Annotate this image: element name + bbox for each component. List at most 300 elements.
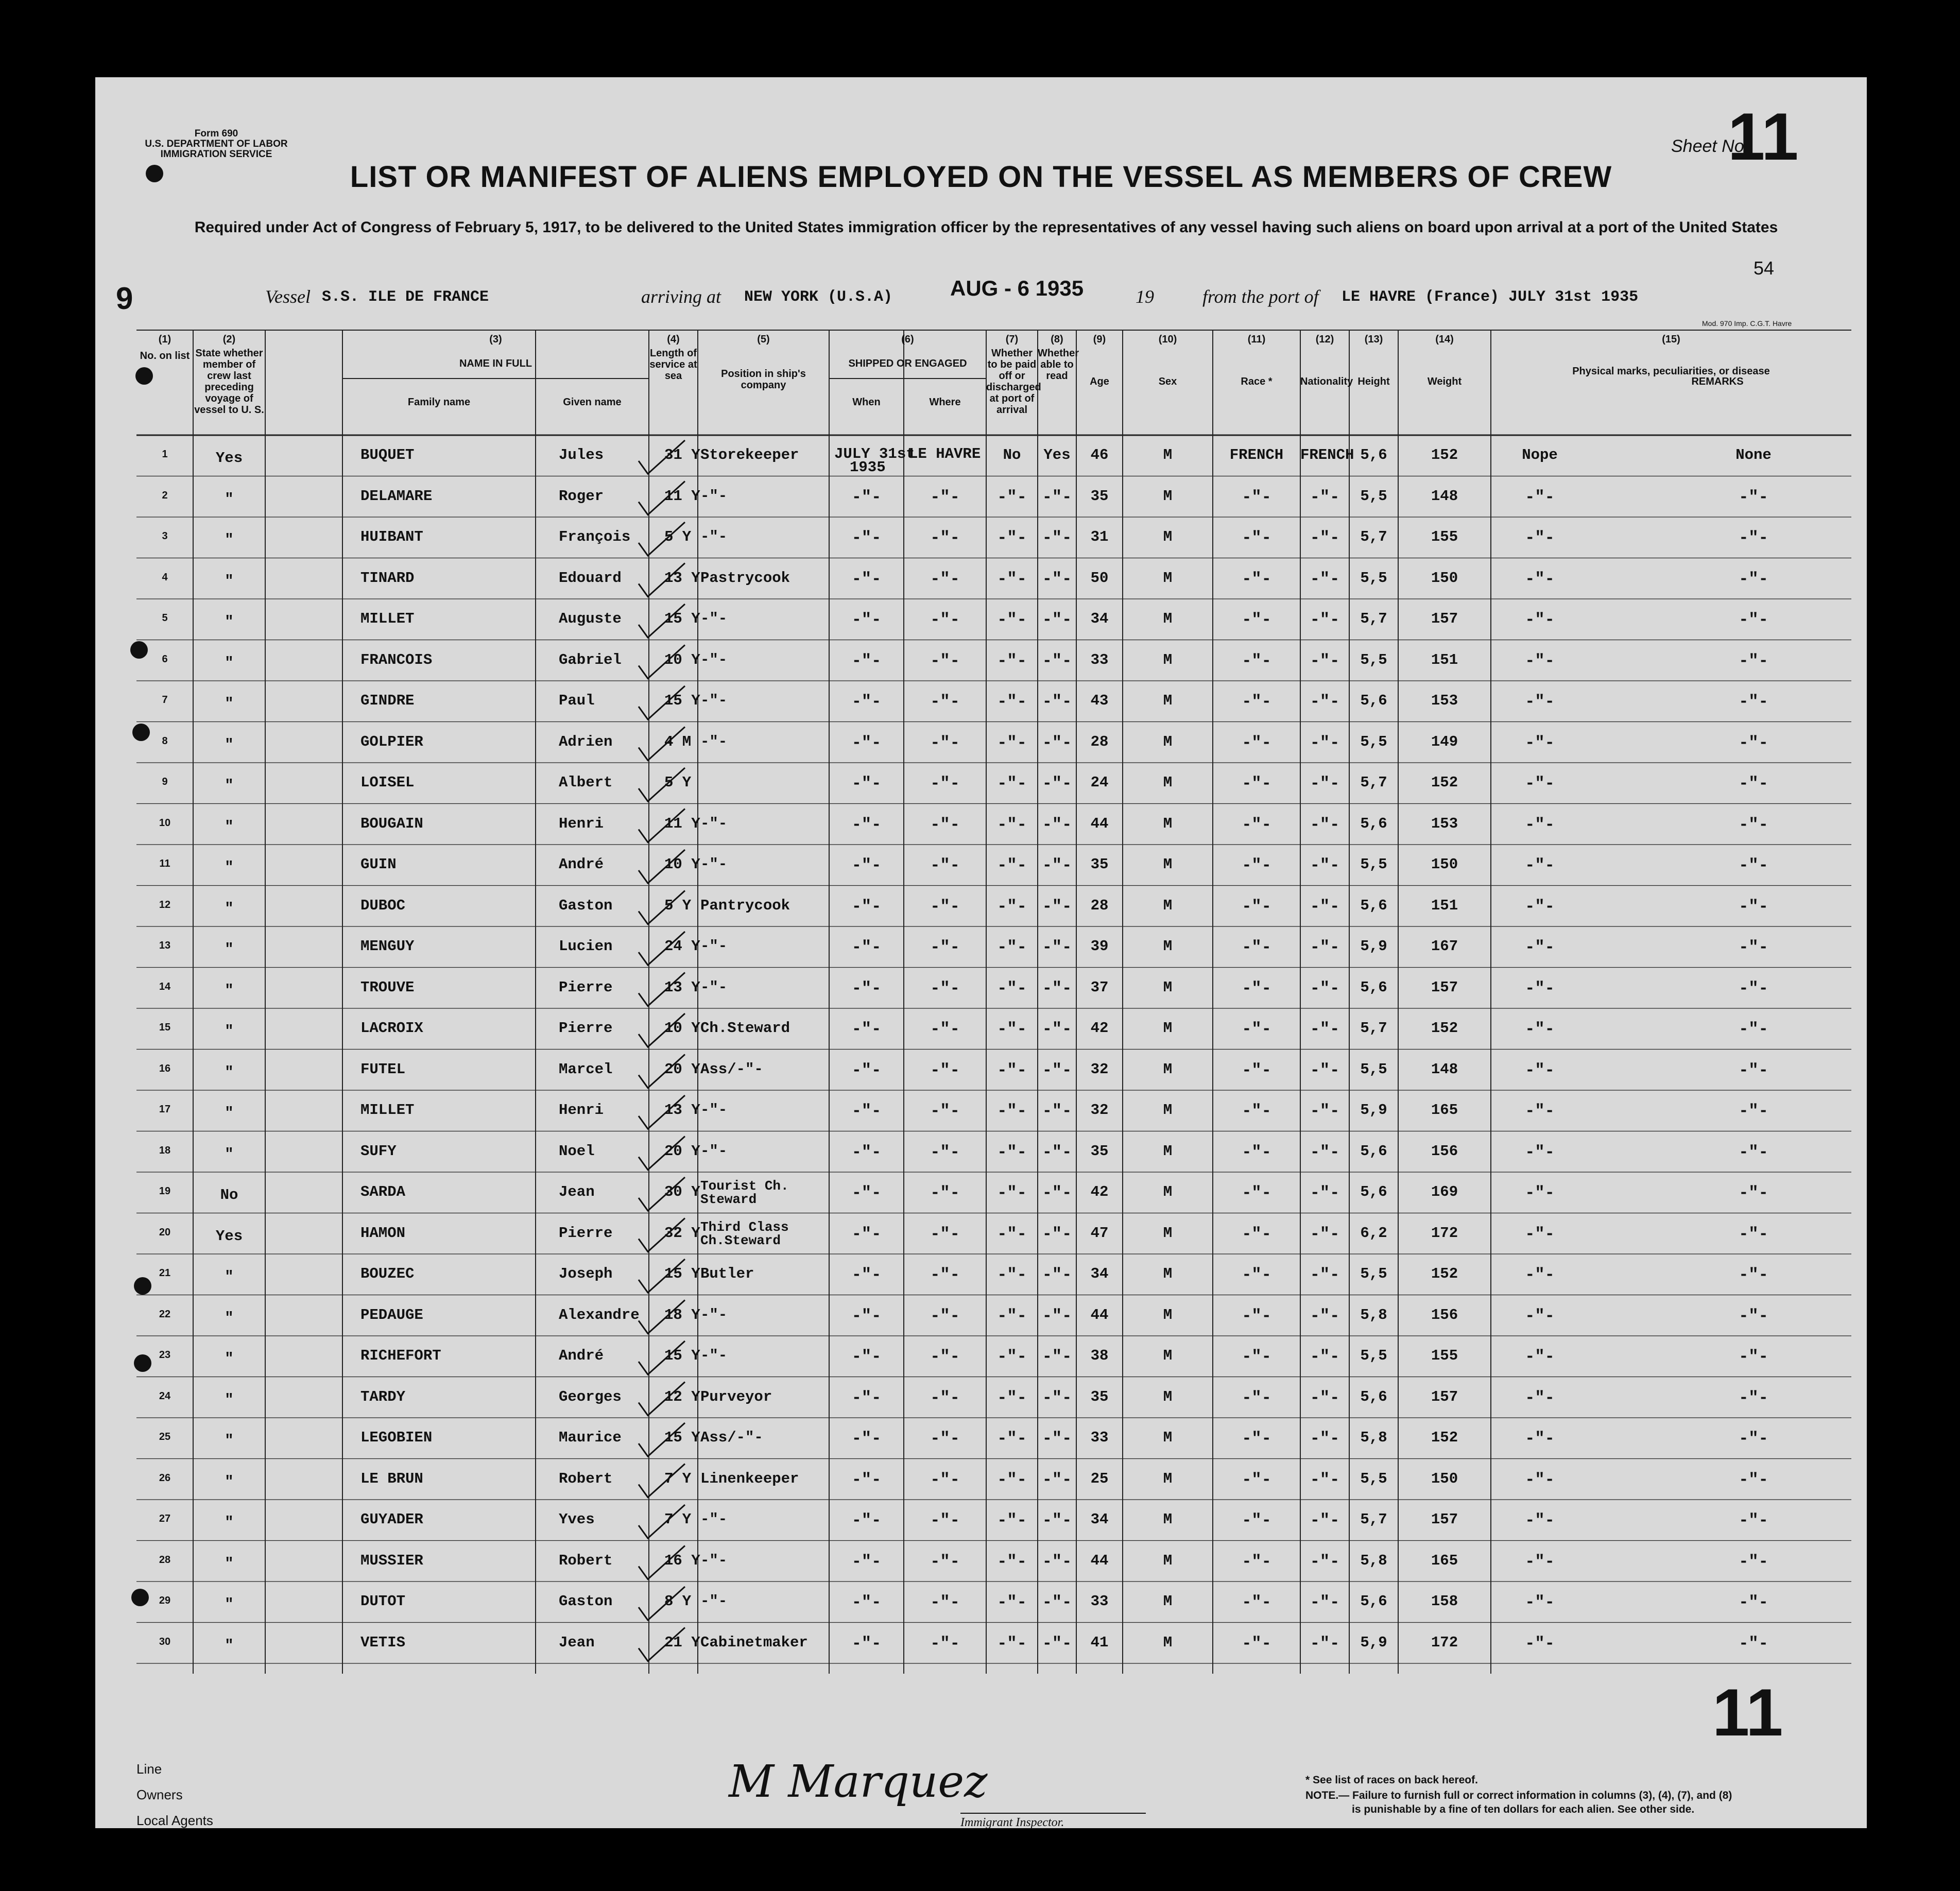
physical-marks-ditto: -"- xyxy=(1525,487,1555,507)
physical-marks-ditto: -"- xyxy=(1525,978,1555,998)
able-to-read-ditto: -"- xyxy=(1042,978,1072,998)
able-to-read-ditto: -"- xyxy=(1042,1470,1072,1489)
col-number-12: (12) xyxy=(1315,334,1334,345)
age: 41 xyxy=(1090,1634,1109,1651)
shipped-when-ditto: -"- xyxy=(851,978,882,998)
physical-marks-ditto: -"- xyxy=(1525,1593,1555,1612)
year-label: 19 xyxy=(1136,286,1154,307)
family-name: GINDRE xyxy=(360,692,415,709)
sex: M xyxy=(1163,856,1173,873)
weight: 153 xyxy=(1431,815,1458,832)
weight: 152 xyxy=(1431,1265,1458,1282)
paid-off-ditto: -"- xyxy=(997,487,1027,507)
shipped-when-ditto: -"- xyxy=(851,1265,882,1284)
paid-off-ditto: -"- xyxy=(997,1020,1027,1039)
family-name: LEGOBIEN xyxy=(360,1429,433,1446)
nationality-ditto: -"- xyxy=(1310,651,1340,671)
remarks-ditto: -"- xyxy=(1739,774,1768,793)
shipped-when-ditto: -"- xyxy=(851,938,882,957)
department-label: U.S. DEPARTMENT OF LABOR xyxy=(145,139,288,149)
age: 34 xyxy=(1090,1265,1109,1282)
able-to-read-ditto: -"- xyxy=(1042,1429,1072,1448)
punch-hole xyxy=(135,367,153,385)
given-name: Edouard xyxy=(559,569,622,587)
length-of-service: 13 Y xyxy=(664,978,700,996)
physical-marks-ditto: -"- xyxy=(1525,1102,1555,1121)
weight: 153 xyxy=(1431,692,1458,709)
previous-voyage: " xyxy=(225,1268,234,1285)
race: FRENCH xyxy=(1229,446,1284,463)
race-ditto: -"- xyxy=(1242,692,1271,711)
nationality-ditto: -"- xyxy=(1310,1552,1340,1571)
sex: M xyxy=(1163,978,1173,996)
paid-off-ditto: -"- xyxy=(997,1060,1027,1080)
paid-off-ditto: -"- xyxy=(997,610,1027,629)
shipped-when-ditto: -"- xyxy=(851,774,882,793)
position: -"- xyxy=(700,938,728,955)
position: -"- xyxy=(700,1511,728,1528)
sex: M xyxy=(1163,1224,1173,1242)
nationality-ditto: -"- xyxy=(1310,1347,1340,1366)
row-number: 6 xyxy=(162,653,168,665)
row-number: 23 xyxy=(159,1349,171,1361)
nationality-ditto: -"- xyxy=(1310,815,1340,834)
given-name: Alexandre xyxy=(559,1306,640,1323)
height: 5,7 xyxy=(1360,774,1387,791)
able-to-read-ditto: -"- xyxy=(1042,569,1072,589)
sex: M xyxy=(1163,528,1173,545)
vessel-label: Vessel xyxy=(265,286,311,307)
length-of-service: 15 Y xyxy=(664,610,700,627)
col-number-13: (13) xyxy=(1364,334,1383,345)
row-number: 8 xyxy=(162,735,168,747)
able-to-read-ditto: -"- xyxy=(1042,1347,1072,1366)
length-of-service: 20 Y xyxy=(664,1142,700,1160)
able-to-read-ditto: -"- xyxy=(1042,1265,1072,1284)
weight: 148 xyxy=(1431,487,1458,505)
age: 34 xyxy=(1090,610,1109,627)
family-name: MILLET xyxy=(360,1102,415,1119)
height: 5,6 xyxy=(1360,815,1387,832)
given-name: André xyxy=(559,1347,604,1364)
shipped-where-ditto: -"- xyxy=(930,528,960,547)
shipped-where-ditto: -"- xyxy=(930,815,960,834)
weight: 150 xyxy=(1431,569,1458,587)
header-age: Age xyxy=(1090,376,1109,387)
length-of-service: 13 Y xyxy=(664,569,700,587)
nationality-ditto: -"- xyxy=(1310,1060,1340,1080)
sex: M xyxy=(1163,1429,1173,1446)
length-of-service: 7 Y xyxy=(664,1511,692,1528)
row-number: 2 xyxy=(162,489,168,501)
age: 42 xyxy=(1090,1020,1109,1037)
height: 5,6 xyxy=(1360,446,1387,463)
departure-port: LE HAVRE (France) JULY 31st 1935 xyxy=(1342,288,1639,306)
able-to-read-ditto: -"- xyxy=(1042,1142,1072,1162)
weight: 157 xyxy=(1431,1388,1458,1405)
position: Butler xyxy=(700,1265,754,1282)
height: 5,6 xyxy=(1360,1388,1387,1405)
col-number-11: (11) xyxy=(1247,334,1266,345)
nationality-ditto: -"- xyxy=(1310,1183,1340,1202)
family-name: MILLET xyxy=(360,610,415,627)
age: 33 xyxy=(1090,1593,1109,1610)
shipped-when-ditto: -"- xyxy=(851,692,882,711)
nationality-ditto: -"- xyxy=(1310,1511,1340,1530)
length-of-service: 12 Y xyxy=(664,1388,700,1405)
weight: 157 xyxy=(1431,610,1458,627)
race-ditto: -"- xyxy=(1242,1552,1271,1571)
age: 44 xyxy=(1090,1306,1109,1323)
remarks-ditto: -"- xyxy=(1739,897,1768,916)
given-name: Joseph xyxy=(559,1265,613,1282)
remarks-ditto: -"- xyxy=(1739,1142,1768,1162)
header-shipped-or-engaged: SHIPPED OR ENGAGED xyxy=(848,358,967,369)
length-of-service: 15 Y xyxy=(664,1429,700,1446)
height: 5,7 xyxy=(1360,610,1387,627)
position: Ch.Steward xyxy=(700,1020,790,1037)
row-number: 26 xyxy=(159,1472,171,1484)
height: 5,5 xyxy=(1360,856,1387,873)
sex: M xyxy=(1163,1265,1173,1282)
given-name: Maurice xyxy=(559,1429,622,1446)
age: 32 xyxy=(1090,1060,1109,1078)
previous-voyage: " xyxy=(225,1637,234,1654)
paid-off-ditto: -"- xyxy=(997,897,1027,916)
family-name: LOISEL xyxy=(360,774,415,791)
position: Storekeeper xyxy=(700,446,799,463)
row-number: 4 xyxy=(162,571,168,583)
remarks-ditto: -"- xyxy=(1739,651,1768,671)
sex: M xyxy=(1163,1306,1173,1323)
family-name: FUTEL xyxy=(360,1060,406,1078)
stamp-number: 54 xyxy=(1753,257,1775,279)
header-length-of-service: Length of service at sea xyxy=(649,348,697,382)
shipped-where-ditto: -"- xyxy=(930,1306,960,1326)
family-name: LE BRUN xyxy=(360,1470,423,1487)
shipped-where-ditto: -"- xyxy=(930,1634,960,1653)
length-of-service: 32 Y xyxy=(664,1224,700,1242)
previous-voyage: No xyxy=(220,1187,238,1204)
shipped-where-ditto: -"- xyxy=(930,897,960,916)
inspector-label: Immigrant Inspector. xyxy=(960,1813,1146,1830)
header-family-name: Family name xyxy=(407,397,471,408)
sex: M xyxy=(1163,1593,1173,1610)
shipped-where-ditto: -"- xyxy=(930,1265,960,1284)
remarks-ditto: -"- xyxy=(1739,1552,1768,1571)
given-name: Auguste xyxy=(559,610,622,627)
family-name: LACROIX xyxy=(360,1020,423,1037)
penalty-note: NOTE.— Failure to furnish full or correct information in columns (3), (4), (7), and (8) xyxy=(1305,1790,1732,1801)
previous-voyage: " xyxy=(225,613,234,630)
able-to-read-ditto: -"- xyxy=(1042,856,1072,875)
nationality-ditto: -"- xyxy=(1310,487,1340,507)
remarks-ditto: -"- xyxy=(1739,692,1768,711)
sex: M xyxy=(1163,774,1173,791)
sex: M xyxy=(1163,1142,1173,1160)
sex: M xyxy=(1163,1552,1173,1569)
punch-hole xyxy=(131,1589,149,1606)
race-ditto: -"- xyxy=(1242,978,1271,998)
remarks-ditto: -"- xyxy=(1739,528,1768,547)
paid-off-ditto: -"- xyxy=(997,1102,1027,1121)
col-number-10: (10) xyxy=(1158,334,1177,345)
weight: 150 xyxy=(1431,1470,1458,1487)
remarks-ditto: -"- xyxy=(1739,1183,1768,1202)
position: -"- xyxy=(700,856,728,873)
sex: M xyxy=(1163,569,1173,587)
able-to-read-ditto: -"- xyxy=(1042,1183,1072,1202)
shipped-where-ditto: -"- xyxy=(930,1224,960,1244)
shipped-when: JULY 31st xyxy=(834,445,915,462)
shipped-where-ditto: -"- xyxy=(930,1142,960,1162)
nationality-ditto: -"- xyxy=(1310,774,1340,793)
col-number-1: (1) xyxy=(158,334,171,345)
family-name: MENGUY xyxy=(360,938,415,955)
race-ditto: -"- xyxy=(1242,487,1271,507)
remarks-ditto: -"- xyxy=(1739,1511,1768,1530)
race-ditto: -"- xyxy=(1242,733,1271,752)
paid-off-ditto: -"- xyxy=(997,1224,1027,1244)
age: 44 xyxy=(1090,815,1109,832)
shipped-where-ditto: -"- xyxy=(930,1183,960,1202)
row-number: 9 xyxy=(162,776,168,787)
given-name: Jules xyxy=(559,446,604,463)
nationality-ditto: -"- xyxy=(1310,528,1340,547)
sex: M xyxy=(1163,1511,1173,1528)
previous-voyage: " xyxy=(225,1105,234,1122)
age: 50 xyxy=(1090,569,1109,587)
length-of-service: 18 Y xyxy=(664,1306,700,1323)
race-ditto: -"- xyxy=(1242,1388,1271,1407)
weight: 165 xyxy=(1431,1552,1458,1569)
physical-marks-ditto: -"- xyxy=(1525,569,1555,589)
sex: M xyxy=(1163,1388,1173,1405)
sex: M xyxy=(1163,938,1173,955)
weight: 150 xyxy=(1431,856,1458,873)
able-to-read-ditto: -"- xyxy=(1042,774,1072,793)
nationality-ditto: -"- xyxy=(1310,692,1340,711)
shipped-when-ditto: -"- xyxy=(851,1552,882,1571)
shipped-when-ditto: -"- xyxy=(851,1347,882,1366)
family-name: BOUGAIN xyxy=(360,815,423,832)
given-name: Robert xyxy=(559,1552,613,1569)
physical-marks-ditto: -"- xyxy=(1525,651,1555,671)
paid-off-ditto: -"- xyxy=(997,774,1027,793)
header-position: Position in ship's company xyxy=(721,368,806,391)
shipped-when-ditto: -"- xyxy=(851,1306,882,1326)
height: 5,5 xyxy=(1360,1347,1387,1364)
remarks-ditto: -"- xyxy=(1739,1593,1768,1612)
physical-marks-ditto: -"- xyxy=(1525,1511,1555,1530)
family-name: TINARD xyxy=(360,569,415,587)
height: 5,6 xyxy=(1360,1593,1387,1610)
length-of-service: 11 Y xyxy=(664,815,700,832)
position: Ass/-"- xyxy=(700,1060,763,1078)
height: 5,5 xyxy=(1360,1265,1387,1282)
remarks-ditto: -"- xyxy=(1739,1347,1768,1366)
nationality-ditto: -"- xyxy=(1310,938,1340,957)
shipped-when-ditto: -"- xyxy=(851,733,882,752)
remarks-ditto: -"- xyxy=(1739,1634,1768,1653)
penalty-note-2: is punishable by a fine of ten dollars for each alien. See other side. xyxy=(1352,1803,1695,1815)
sex: M xyxy=(1163,487,1173,505)
shipped-when-ditto: -"- xyxy=(851,1020,882,1039)
form-label: Form 690 xyxy=(194,128,238,139)
nationality-ditto: -"- xyxy=(1310,733,1340,752)
paid-off-ditto: -"- xyxy=(997,938,1027,957)
row-number: 22 xyxy=(159,1308,171,1320)
height: 5,6 xyxy=(1360,978,1387,996)
position: -"- xyxy=(700,651,728,668)
remarks-ditto: -"- xyxy=(1739,1265,1768,1284)
able-to-read-ditto: -"- xyxy=(1042,1388,1072,1407)
family-name: VETIS xyxy=(360,1634,406,1651)
weight: 148 xyxy=(1431,1060,1458,1078)
shipped-when-ditto: -"- xyxy=(851,1593,882,1612)
age: 38 xyxy=(1090,1347,1109,1364)
previous-voyage: " xyxy=(225,1473,234,1490)
nationality-ditto: -"- xyxy=(1310,1634,1340,1653)
row-number: 13 xyxy=(159,940,171,951)
height: 5,7 xyxy=(1360,1511,1387,1528)
previous-voyage: " xyxy=(225,900,234,917)
given-name: Yves xyxy=(559,1511,595,1528)
weight: 155 xyxy=(1431,528,1458,545)
race-ditto: -"- xyxy=(1242,1593,1271,1612)
shipped-where-ditto: -"- xyxy=(930,774,960,793)
remarks-ditto: -"- xyxy=(1739,1060,1768,1080)
punch-hole xyxy=(134,1277,151,1295)
nationality-ditto: -"- xyxy=(1310,1306,1340,1326)
header-name-in-full: NAME IN FULL xyxy=(459,358,532,369)
position: -"- xyxy=(700,1347,728,1364)
height: 5,7 xyxy=(1360,1020,1387,1037)
age: 37 xyxy=(1090,978,1109,996)
remarks-ditto: -"- xyxy=(1739,1306,1768,1326)
family-name: FRANCOIS xyxy=(360,651,433,668)
shipped-where-ditto: -"- xyxy=(930,487,960,507)
family-name: DUTOT xyxy=(360,1593,406,1610)
given-name: Pierre xyxy=(559,1224,613,1242)
shipped-when-ditto: -"- xyxy=(851,610,882,629)
paid-off-ditto: -"- xyxy=(997,1142,1027,1162)
previous-voyage: " xyxy=(225,1145,234,1163)
header-paid-off: Whether to be paid off or discharged at port of arrival xyxy=(986,348,1041,416)
length-of-service: 10 Y xyxy=(664,856,700,873)
race-note: * See list of races on back hereof. xyxy=(1305,1774,1478,1786)
shipped-where-ditto: -"- xyxy=(930,978,960,998)
paid-off-ditto: -"- xyxy=(997,1388,1027,1407)
length-of-service: 31 Y xyxy=(664,446,700,463)
position: Tourist Ch. Steward xyxy=(700,1178,789,1207)
shipped-where-ditto: -"- xyxy=(930,1347,960,1366)
nationality-ditto: -"- xyxy=(1310,1224,1340,1244)
shipped-where-ditto: -"- xyxy=(930,610,960,629)
able-to-read-ditto: -"- xyxy=(1042,1060,1072,1080)
able-to-read-ditto: -"- xyxy=(1042,1593,1072,1612)
row-number: 3 xyxy=(162,530,168,542)
header-where: Where xyxy=(929,397,961,408)
given-name: Paul xyxy=(559,692,595,709)
sex: M xyxy=(1163,733,1173,750)
physical-marks-ditto: -"- xyxy=(1525,1265,1555,1284)
position: -"- xyxy=(700,1102,728,1119)
physical-marks-ditto: -"- xyxy=(1525,610,1555,629)
shipped-where-ditto: -"- xyxy=(930,569,960,589)
nationality-ditto: -"- xyxy=(1310,978,1340,998)
sex: M xyxy=(1163,1470,1173,1487)
age: 35 xyxy=(1090,856,1109,873)
race-ditto: -"- xyxy=(1242,1224,1271,1244)
sheet-number: 11 xyxy=(1728,99,1799,174)
able-to-read-ditto: -"- xyxy=(1042,651,1072,671)
family-name: GUYADER xyxy=(360,1511,423,1528)
manifest-sheet xyxy=(95,77,1867,1828)
shipped-when-ditto: -"- xyxy=(851,1224,882,1244)
remarks-ditto: -"- xyxy=(1739,1102,1768,1121)
paid-off-ditto: -"- xyxy=(997,1429,1027,1448)
remarks-ditto: -"- xyxy=(1739,815,1768,834)
physical-marks-ditto: -"- xyxy=(1525,856,1555,875)
header-height: Height xyxy=(1357,376,1390,387)
length-of-service: 15 Y xyxy=(664,692,700,709)
paid-off-ditto: -"- xyxy=(997,1470,1027,1489)
shipped-where-ditto: -"- xyxy=(930,938,960,957)
weight: 152 xyxy=(1431,446,1458,463)
length-of-service: 24 Y xyxy=(664,938,700,955)
sex: M xyxy=(1163,1183,1173,1200)
previous-voyage: " xyxy=(225,1309,234,1327)
family-name: HUIBANT xyxy=(360,528,423,545)
shipped-where-ditto: -"- xyxy=(930,651,960,671)
page-title: LIST OR MANIFEST OF ALIENS EMPLOYED ON THE VESSEL AS MEMBERS OF CREW xyxy=(350,160,1612,194)
weight: 152 xyxy=(1431,1020,1458,1037)
shipped-when-ditto: -"- xyxy=(851,897,882,916)
previous-voyage: " xyxy=(225,1432,234,1449)
paid-off-ditto: -"- xyxy=(997,733,1027,752)
physical-marks-ditto: -"- xyxy=(1525,1470,1555,1489)
length-of-service: 5 Y xyxy=(664,774,692,791)
able-to-read-ditto: -"- xyxy=(1042,733,1072,752)
age: 31 xyxy=(1090,528,1109,545)
service-label: IMMIGRATION SERVICE xyxy=(160,149,272,160)
sex: M xyxy=(1163,1347,1173,1364)
row-number: 20 xyxy=(159,1226,171,1238)
physical-marks: Nope xyxy=(1522,446,1558,463)
shipped-when-ditto: -"- xyxy=(851,651,882,671)
shipped-where-ditto: -"- xyxy=(930,1388,960,1407)
shipped-where-ditto: -"- xyxy=(930,1429,960,1448)
row-number: 25 xyxy=(159,1431,171,1442)
previous-voyage: Yes xyxy=(215,450,243,467)
family-name: TARDY xyxy=(360,1388,406,1405)
length-of-service: 5 Y xyxy=(664,528,692,545)
able-to-read-ditto: -"- xyxy=(1042,815,1072,834)
col-number-6: (6) xyxy=(901,334,914,345)
physical-marks-ditto: -"- xyxy=(1525,815,1555,834)
col-number-4: (4) xyxy=(667,334,680,345)
physical-marks-ditto: -"- xyxy=(1525,733,1555,752)
paid-off-ditto: -"- xyxy=(997,1265,1027,1284)
height: 5,8 xyxy=(1360,1429,1387,1446)
shipped-when-ditto: -"- xyxy=(851,815,882,834)
age: 39 xyxy=(1090,938,1109,955)
age: 33 xyxy=(1090,1429,1109,1446)
paid-off: No xyxy=(1003,446,1021,463)
paid-off-ditto: -"- xyxy=(997,569,1027,589)
paid-off-ditto: -"- xyxy=(997,1347,1027,1366)
